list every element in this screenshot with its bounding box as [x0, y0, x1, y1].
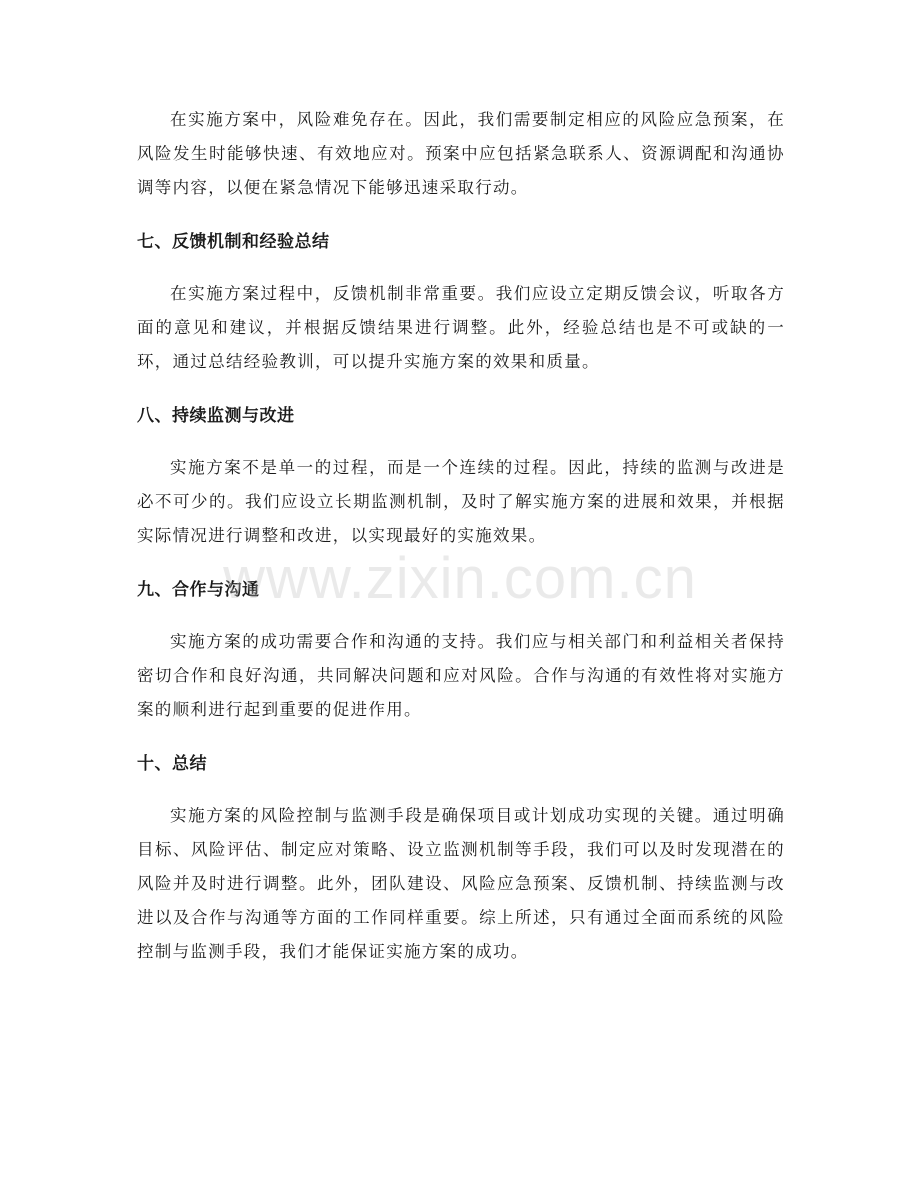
paragraph-monitoring: 实施方案不是单一的过程，而是一个连续的过程。因此，持续的监测与改进是必不可少的。我们应设立长期监测机制，及时了解实施方案的进展和效果，并根据实际情况进行调整和改进，以实现最好的实施效果。	[137, 458, 785, 545]
heading-monitoring: 八、持续监测与改进	[137, 406, 295, 426]
heading-cooperation: 九、合作与沟通	[137, 580, 260, 600]
heading-feedback: 七、反馈机制和经验总结	[137, 232, 330, 252]
heading-summary: 十、总结	[137, 754, 207, 774]
document-body	[137, 103, 785, 969]
watermark: www.zixin.com.cn	[223, 546, 697, 611]
paragraph-summary: 实施方案的风险控制与监测手段是确保项目或计划成功实现的关键。通过明确目标、风险评估、制定应对策略、设立监测机制等手段，我们可以及时发现潜在的风险并及时进行调整。此外，团队建设、风险应急预案、反馈机制、持续监测与改进以及合作与沟通等方面的工作同样重要。综上所述，只有通过全面而系统的风险控制与监测手段，我们才能保证实施方案的成功。	[137, 806, 785, 961]
paragraph-risk-contingency: 在实施方案中，风险难免存在。因此，我们需要制定相应的风险应急预案，在风险发生时能够快速、有效地应对。预案中应包括紧急联系人、资源调配和沟通协调等内容，以便在紧急情况下能够迅速采取行动。	[137, 110, 785, 197]
paragraph-cooperation: 实施方案的成功需要合作和沟通的支持。我们应与相关部门和利益相关者保持密切合作和良好沟通，共同解决问题和应对风险。合作与沟通的有效性将对实施方案的顺利进行起到重要的促进作用。	[137, 632, 785, 719]
paragraph-feedback: 在实施方案过程中，反馈机制非常重要。我们应设立定期反馈会议，听取各方面的意见和建议，并根据反馈结果进行调整。此外，经验总结也是不可或缺的一环，通过总结经验教训，可以提升实施方案的效果和质量。	[137, 284, 785, 371]
